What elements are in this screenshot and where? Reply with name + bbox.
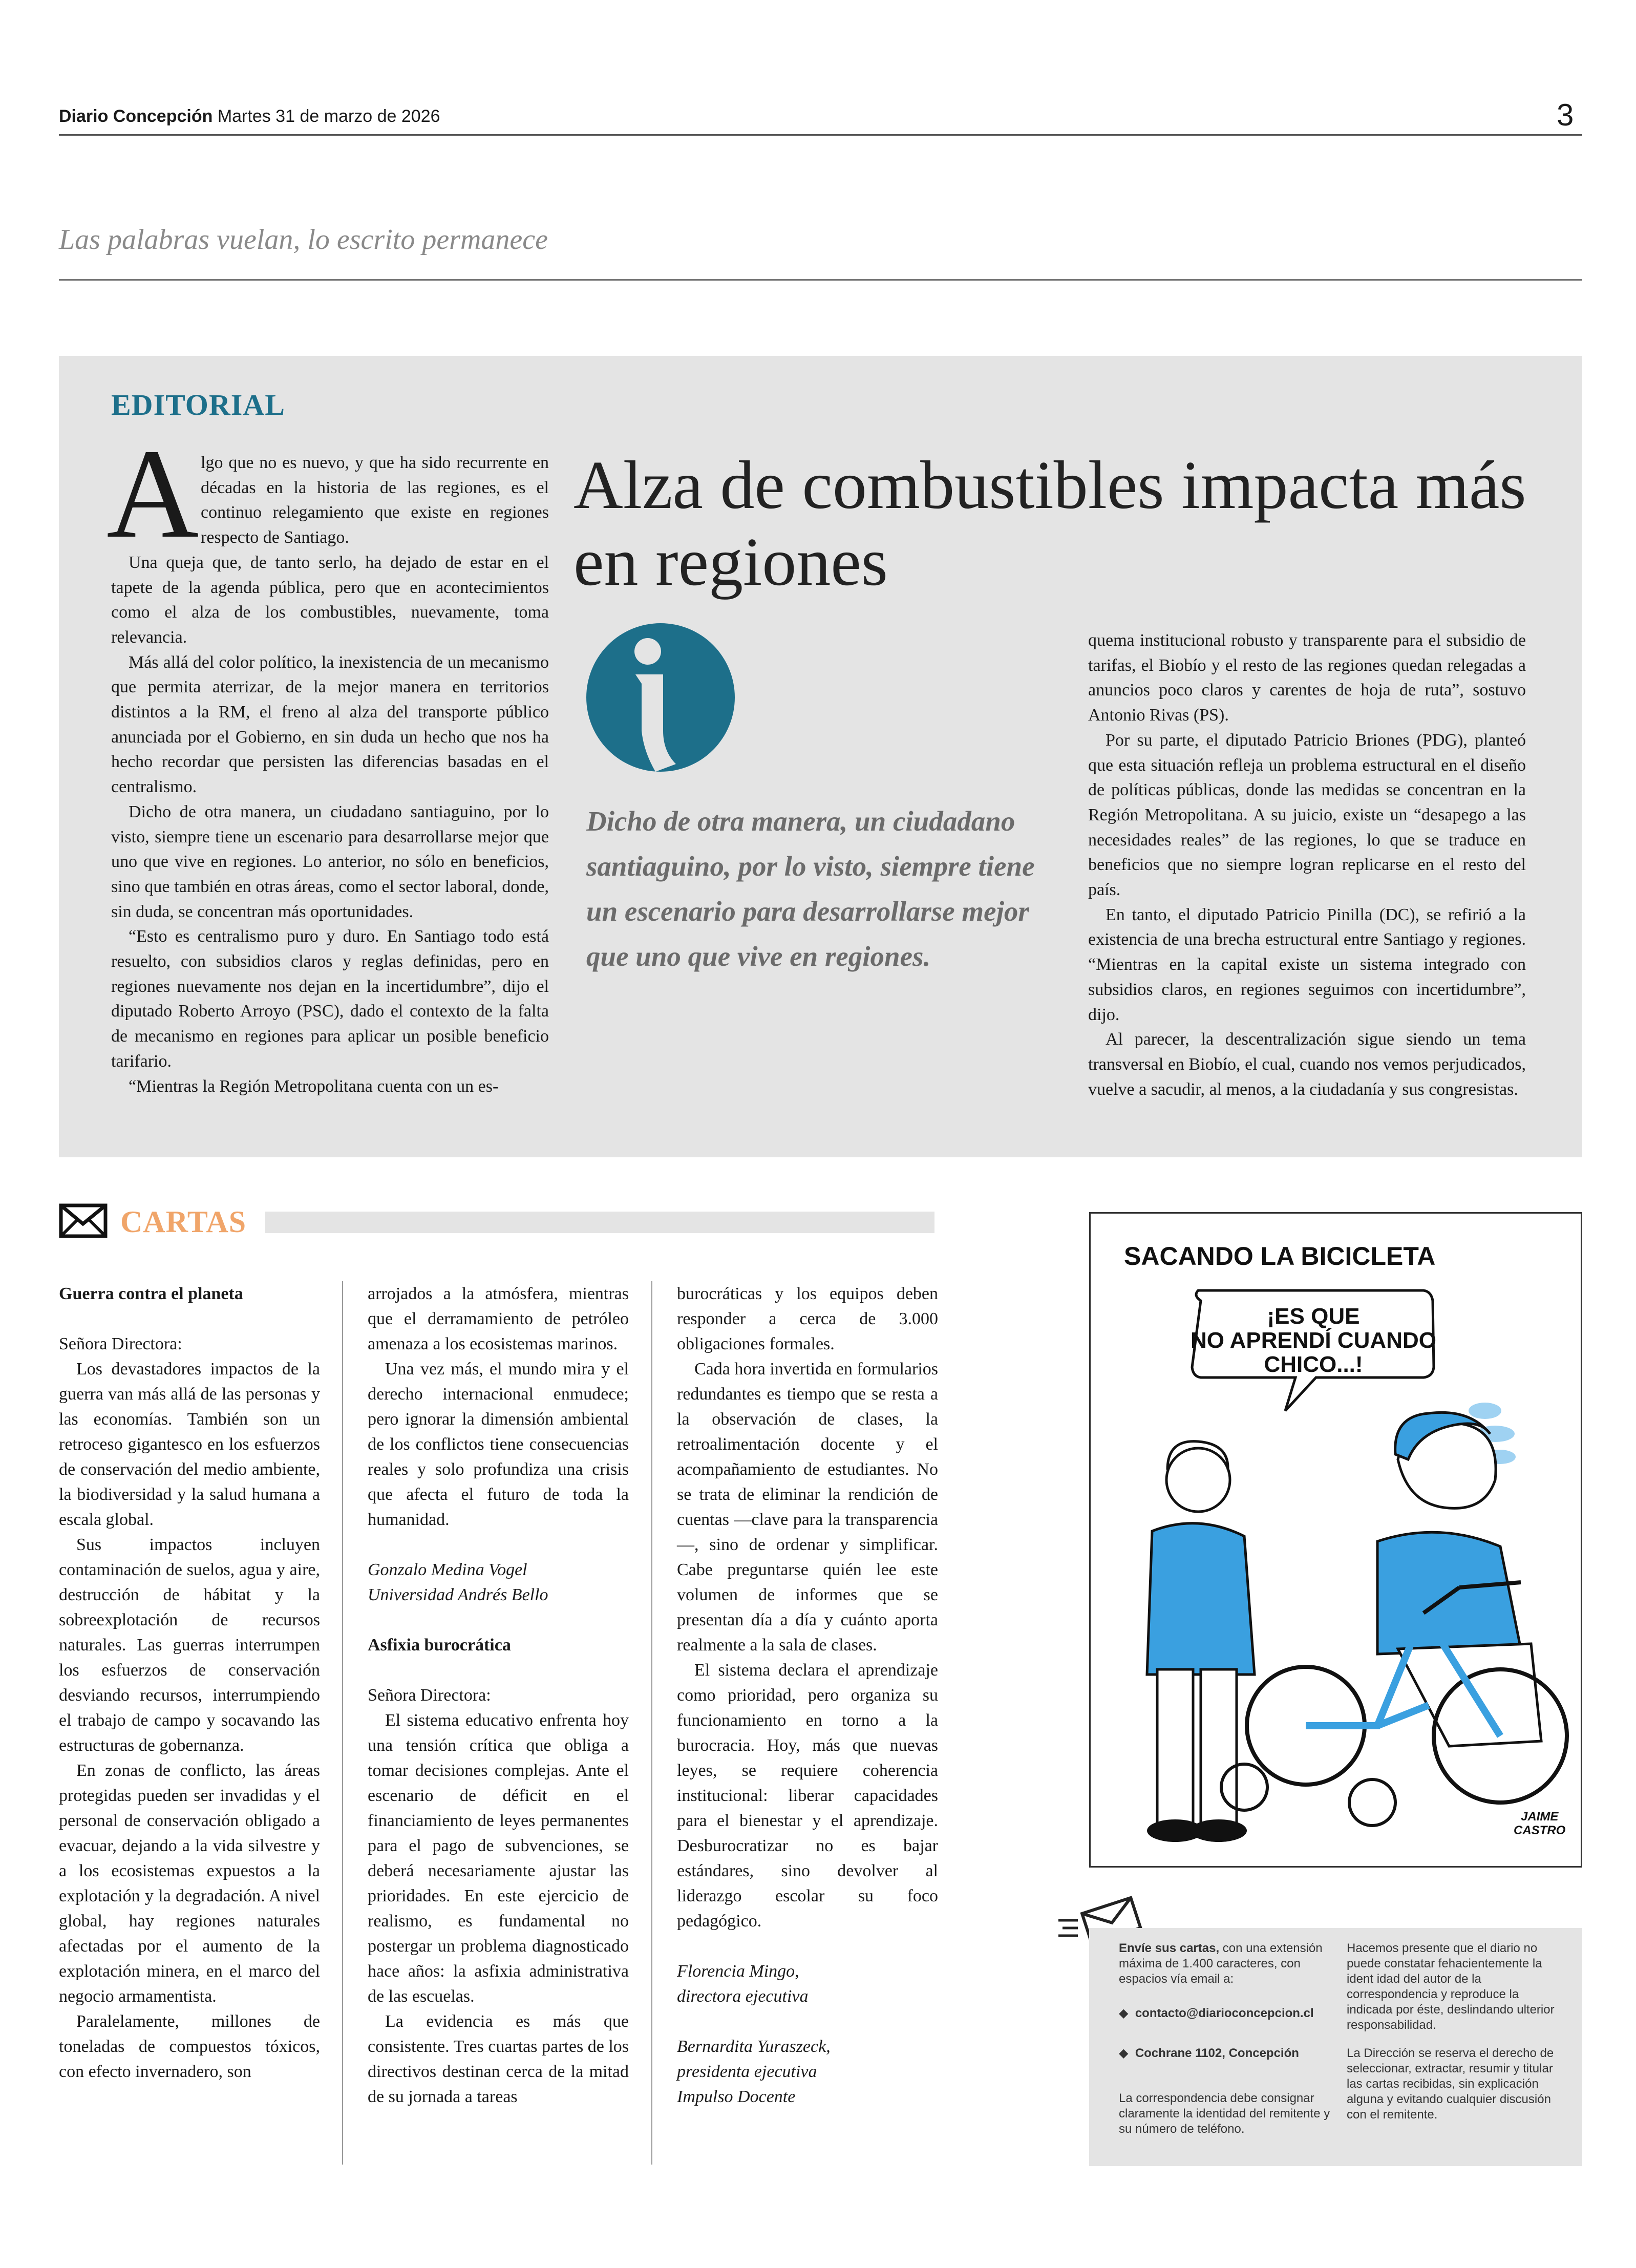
envelope-icon (59, 1203, 108, 1238)
letter-title: Guerra contra el planeta (59, 1284, 243, 1303)
cartoon-signature: JAIME (1521, 1810, 1559, 1824)
editorial-headline: Alza de combustibles impacta más en regiones (573, 447, 1526, 600)
address-text: Cochrane 1102, Concepción (1135, 2046, 1299, 2060)
identity-note: La correspondencia debe consignar claramente la identidad del remitente y su número de teléfono. (1119, 2091, 1330, 2136)
letters-column-3 (677, 1281, 938, 2109)
diamond-bullet-icon: ◆ (1119, 2006, 1129, 2020)
section-motto: Las palabras vuelan, lo escrito permanece (59, 224, 548, 256)
letter-paragraph: arrojados a la atmósfera, mientras que el derramamiento de petróleo amenaza a los ecosistemas marinos. (368, 1284, 629, 1353)
editorial-paragraph: “Mientras la Región Metropolitana cuenta con un es- (129, 1076, 499, 1096)
postal-address (1119, 2046, 1339, 2061)
drop-cap: A (107, 423, 199, 565)
editorial-paragraph: Más allá del color político, la inexistencia de un mecanismo que permita aterrizar, de la mejor manera en territorios distintos a la RM, el freno al alza del transporte público anunciada por el Gobierno, en sin duda un hecho que nos ha hecho recordar que persisten las diferencias basadas en el centralismo. (111, 652, 549, 797)
letter-paragraph: En zonas de conflicto, las áreas protegidas pueden ser invadidas y el personal de conservación obligado a evacuar, dejando a la vida silvestre y a los ecosistemas expuestos a la explotación y la degradación. A nivel global, hay regiones naturales afectadas por el aumento de la explotación minera, en el marco del negocio armamentista. (59, 1761, 320, 2006)
cartas-label: CARTAS (120, 1205, 247, 1239)
letter-paragraph: Sus impactos incluyen contaminación de suelos, agua y aire, destrucción de hábitat y la sobreexplotación de recursos naturales. Las guerras interrumpen los esfuerzos de conservación desviando recursos, interrumpiendo el trabajo de campo y socavando las estructuras de gobernanza. (59, 1535, 320, 1755)
editorial-paragraph: En tanto, el diputado Patricio Pinilla (DC), se refirió a la existencia de una brecha estructural entre Santiago y regiones. “Mientras en la capital existe un sistema integrado con subsidios claros, en regiones seguimos con incertidumbre”, dijo. (1088, 905, 1526, 1024)
letter-signature-name: Bernardita Yuraszeck, (677, 2037, 831, 2056)
editorial-rights-note: La Dirección se reserva el derecho de seleccionar, extractar, resumir y titular las cartas recibidas, sin explicación alguna y evitando cualquier discusión con el remitente. (1347, 2046, 1554, 2122)
standing-man (1147, 1442, 1255, 1842)
masthead (59, 107, 440, 126)
letter-signature-name: Florencia Mingo, (677, 1962, 799, 1981)
editorial-cartoon (1089, 1212, 1582, 1868)
letter-salutation: Señora Directora: (368, 1686, 491, 1705)
editorial-paragraph: Por su parte, el diputado Patricio Briones (PDG), planteó que esta situación refleja un problema estructural en el diseño de políticas públicas, donde las medidas se concentran en la Región Metropolitana. A su juicio, existe un “desapego a las necesidades reales” de las regiones, lo que se traduce en beneficios que no siempre logran replicarse en el resto del país. (1088, 730, 1526, 900)
editorial-label: EDITORIAL (111, 388, 285, 421)
editorial-column-1 (111, 451, 549, 1099)
contact-email[interactable] (1119, 2006, 1339, 2021)
page-number: 3 (1557, 98, 1574, 132)
letters-column-2 (368, 1281, 629, 2109)
cartas-header-bar (265, 1212, 934, 1233)
email-link[interactable]: contacto@diarioconcepcion.cl (1135, 2006, 1314, 2020)
editorial-paragraph: lgo que no es nuevo, y que ha sido recurrente en décadas en la historia de las regiones, es el continuo relegamiento que existe en regiones respecto de Santiago. (201, 453, 549, 547)
letter-signature-org: Impulso Docente (677, 2087, 796, 2106)
letter-signature-name: Gonzalo Medina Vogel (368, 1560, 527, 1579)
letter-salutation: Señora Directora: (59, 1334, 182, 1353)
editorial-paragraph: Una queja que, de tanto serlo, ha dejado de estar en el tapete de la agenda pública, pero que en acontecimientos como el alza de los combustibles, nuevamente, toma relevancia. (111, 553, 549, 647)
disclaimer-note: Hacemos presente que el diario no puede constatar fehacientemente la ident idad del autor de la correspondencia y reproduce la indicada por éste, deslindando ulterior responsabilidad. (1347, 1941, 1555, 2032)
cartoon-title: SACANDO LA BICICLETA (1124, 1242, 1436, 1270)
column-rule (342, 1281, 343, 2165)
letter-paragraph: El sistema educativo enfrenta hoy una tensión crítica que obliga a tomar decisiones complejas. Ante el escenario de déficit en el financiamiento de leyes permanentes para el pago de subvenciones, se deberá necesariamente ajustar las prioridades. En este ejercicio de realismo, es fundamental no postergar un problema diagnosticado hace años: la asfixia administrativa de las escuelas. (368, 1711, 629, 2006)
letter-paragraph: burocráticas y los equipos deben responder a cerca de 3.000 obligaciones formales. (677, 1284, 938, 1353)
letter-paragraph: La evidencia es más que consistente. Tres cuartas partes de los directivos destinan cerca de la mitad de su jornada a tareas (368, 2012, 629, 2106)
cyclist-man (1377, 1412, 1541, 1746)
letter-signature-role: presidenta ejecutiva (677, 2062, 817, 2081)
diamond-bullet-icon: ◆ (1119, 2046, 1129, 2060)
letter-signature-role: directora ejecutiva (677, 1987, 809, 2006)
speech-line: ¡ES QUE (1267, 1304, 1360, 1329)
speech-line: CHICO...! (1264, 1352, 1363, 1377)
editorial-paragraph: Al parecer, la descentralización sigue siendo un tema transversal en Biobío, el cual, cuando nos vemos perjudicados, vuelve a sacudir, al menos, a la ciudadanía y sus congresistas. (1088, 1030, 1526, 1099)
info-i-icon (586, 623, 735, 772)
header-rule (59, 134, 1582, 136)
paper-name: Diario Concepción (59, 107, 213, 126)
speech-line: NO APRENDÍ CUANDO (1191, 1328, 1436, 1353)
letter-signature-affiliation: Universidad Andrés Bello (368, 1585, 548, 1604)
letter-paragraph: Cada hora invertida en formularios redundantes es tiempo que se resta a la observación de clases, la retroalimentación docente y el acompañamiento de estudiantes. No se trata de eliminar la rendición de cuentas —clave para la transparencia—, sino de ordenar y simplificar. Cabe preguntarse quién lee este volumen de informes que se presentan día a día y cuánto aporta realmente a la sala de clases. (677, 1360, 938, 1655)
motto-rule (59, 279, 1582, 281)
letter-paragraph: Los devastadores impactos de la guerra van más allá de las personas y las economías. También son un retroceso gigantesco en los esfuerzos de conservación del medio ambiente, la biodiversidad y la salud humana a escala global. (59, 1360, 320, 1529)
editorial-paragraph: Dicho de otra manera, un ciudadano santiaguino, por lo visto, siempre tiene un escenario para desarrollarse mejor que uno que vive en regiones. Lo anterior, no sólo en beneficios, sino que también en otras áreas, como el sector laboral, donde, sin duda, se concentran más oportunidades. (111, 802, 549, 921)
editorial-paragraph: “Esto es centralismo puro y duro. En Santiago todo está resuelto, con subsidios claros y reglas definidas, pero en regiones nuevamente nos dejan en la incertidumbre”, dijo el diputado Roberto Arroyo (PSC), dado el contexto de la falta de mecanismo en regiones para aplicar un posible beneficio tarifario. (111, 927, 549, 1071)
letter-title: Asfixia burocrática (368, 1636, 511, 1655)
letter-paragraph: Paralelamente, millones de toneladas de compuestos tóxicos, con efecto invernadero, son (59, 2012, 320, 2081)
letter-paragraph: El sistema declara el aprendizaje como prioridad, pero organiza su funcionamiento en torno a la burocracia. Hoy, más que nuevas leyes, se requiere coherencia institucional: liberar capacidades para el bienestar y el aprendizaje. Desburocratizar no es bajar estándares, sino devolver al liderazgo escolar su foco pedagógico. (677, 1661, 938, 1931)
cartoon-illustration (1091, 1214, 1581, 1866)
editorial-column-3 (1088, 628, 1526, 1102)
send-text: con una extensión máxima de 1.400 caracteres, con espacios vía email a: (1119, 1941, 1323, 1986)
column-rule (651, 1281, 652, 2165)
editorial-paragraph: quema institucional robusto y transparente para el subsidio de tarifas, el Biobío y el resto de las regiones quedan relegadas a anuncios poco claros y carentes de hoja de ruta”, sostuvo Antonio Rivas (PS). (1088, 631, 1526, 725)
send-label: Envíe sus cartas, (1119, 1941, 1220, 1955)
letter-paragraph: Una vez más, el mundo mira y el derecho internacional enmudece; pero ignorar la dimensión ambiental de los conflictos tiene consecuencias reales y solo profundiza una crisis que afecta el futuro de toda la humanidad. (368, 1360, 629, 1529)
letters-column-1 (59, 1281, 320, 2084)
editorial-pull-quote: Dicho de otra manera, un ciudadano santiaguino, por lo visto, siempre tiene un escenario para desarrollarse mejor que uno que vive en regiones. (586, 806, 1035, 972)
issue-date: Martes 31 de marzo de 2026 (217, 107, 440, 126)
send-instructions (1119, 1941, 1339, 1987)
cartoon-signature: CASTRO (1514, 1824, 1566, 1837)
